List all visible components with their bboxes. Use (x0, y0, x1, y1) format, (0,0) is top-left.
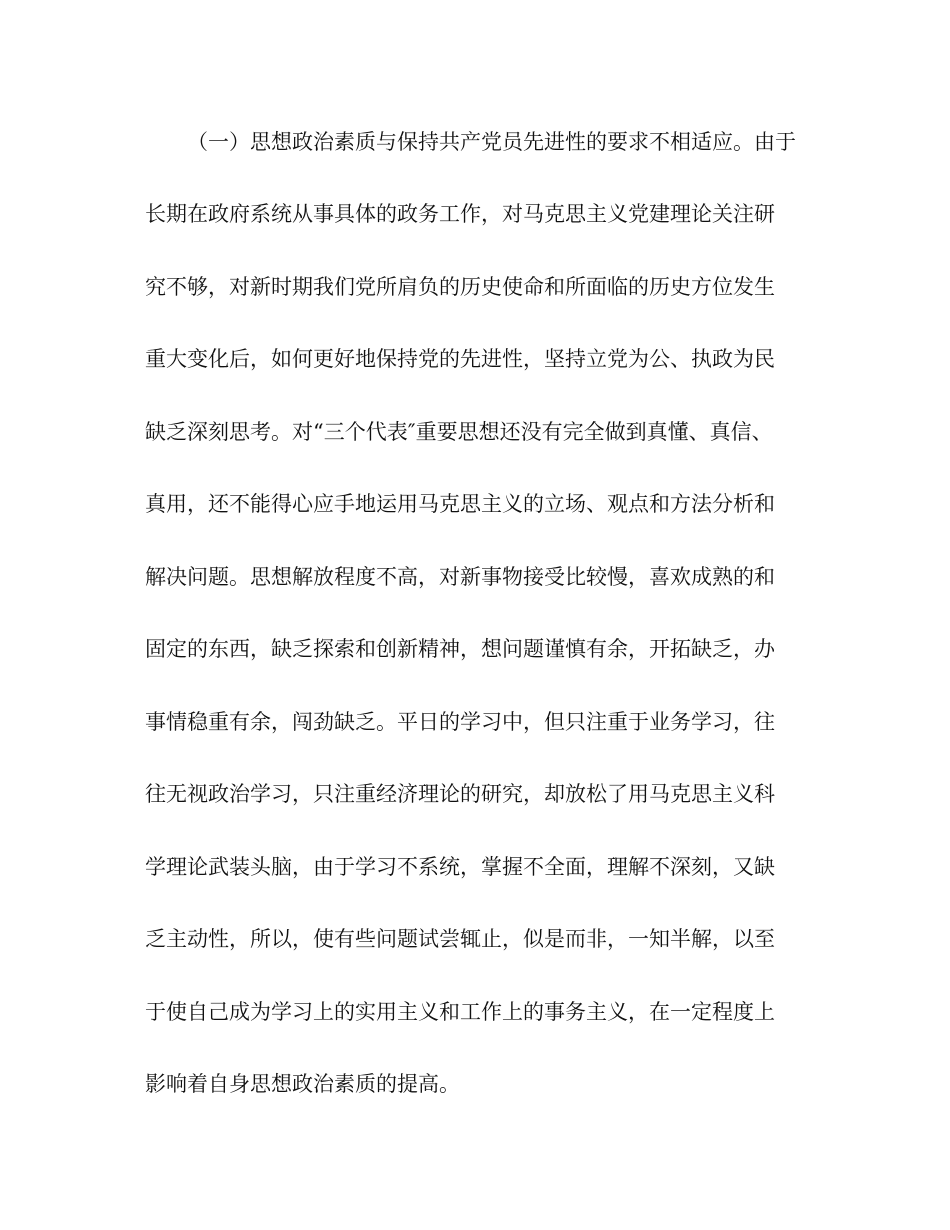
paragraph-line: 学理论武装头脑，由于学习不系统，掌握不全面，理解不深刻，又缺 (145, 855, 775, 879)
paragraph-line: 影响着自身思想政治素质的提高。 (145, 1072, 460, 1096)
paragraph-line: 往无视政治学习，只注重经济理论的研究，却放松了用马克思主义科 (145, 782, 775, 806)
paragraph-line: 固定的东西，缺乏探索和创新精神，想问题谨慎有余，开拓缺乏，办 (145, 637, 775, 661)
paragraph-line: 解决问题。思想解放程度不高，对新事物接受比较慢，喜欢成熟的和 (145, 565, 775, 589)
paragraph-line: 缺乏深刻思考。对“三个代表″重要思想还没有完全做到真懂、真信、 (145, 420, 773, 444)
paragraph-line: 重大变化后，如何更好地保持党的先进性，坚持立党为公、执政为民 (145, 347, 775, 371)
paragraph-line: 事情稳重有余，闯劲缺乏。平日的学习中，但只注重于业务学习，往 (145, 710, 775, 734)
paragraph-line: （一）思想政治素质与保持共产党员先进性的要求不相适应。由于 (187, 130, 796, 154)
paragraph-line: 乏主动性，所以，使有些问题试尝辄止，似是而非，一知半解，以至 (145, 927, 775, 951)
paragraph-line: 于使自己成为学习上的实用主义和工作上的事务主义，在一定程度上 (145, 1000, 775, 1024)
paragraph-line: 真用，还不能得心应手地运用马克思主义的立场、观点和方法分析和 (145, 492, 775, 516)
paragraph-line: 究不够，对新时期我们党所肩负的历史使命和所面临的历史方位发生 (145, 275, 775, 299)
paragraph-line: 长期在政府系统从事具体的政务工作，对马克思主义党建理论关注研 (145, 202, 775, 226)
